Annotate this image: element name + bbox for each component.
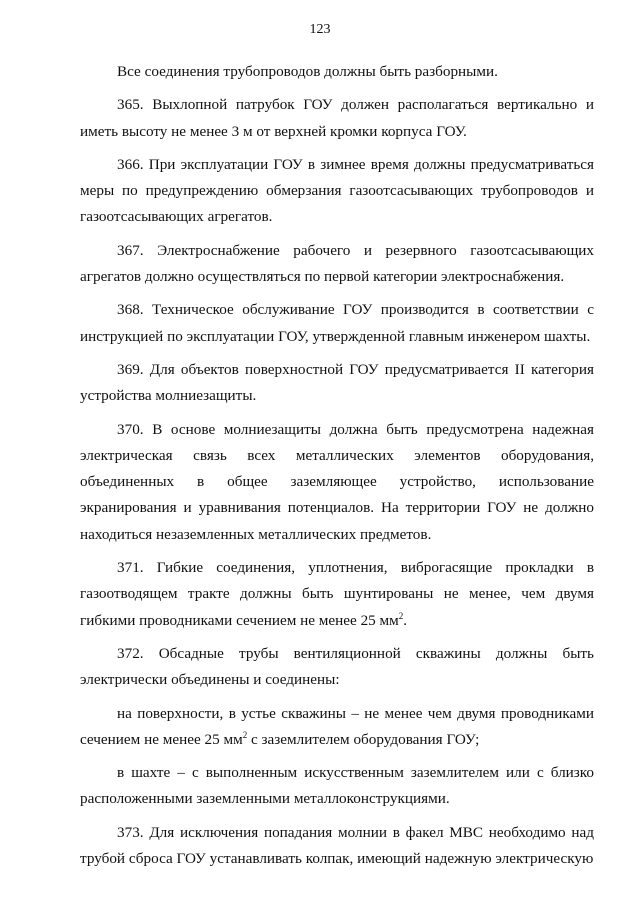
paragraph-367: 367. Электроснабжение рабочего и резервного газоотсасывающих агрегатов должно осуществляться по первой категории электроснабжения. [80,241,594,286]
paragraph-371 [80,555,594,634]
paragraph-371-tail: . [403,611,408,629]
paragraph-370: 370. В основе молниезащиты должна быть предусмотрена надежная электрическая связь всех металлических элементов оборудования, объединенных в общее заземляющее устройство, использование экранирования и уравнивания потенциалов. На территории ГОУ не должно находиться незаземленных металлических предметов. [80,420,594,543]
paragraph-372-surface [80,701,594,754]
paragraph-366: 366. При эксплуатации ГОУ в зимнее время должны предусматриваться меры по предупреждению обмерзания газоотсасывающих трубопроводов и газоотсасывающих агрегатов. [80,155,594,226]
paragraph-372: 372. Обсадные трубы вентиляционной скважины должны быть электрически объединены и соединены: [80,644,594,689]
paragraph-372-surface-text: на поверхности, в устье скважины – не менее чем двумя проводниками сечением не менее 25 мм [80,704,594,748]
paragraph-pipe-connections: Все соединения трубопроводов должны быть разборными. [117,63,498,80]
paragraph-372-mine: в шахте – с выполненным искусственным заземлителем или с близко расположенными заземленными металлоконструкциями. [80,764,594,808]
paragraph-365: 365. Выхлопной патрубок ГОУ должен располагаться вертикально и иметь высоту не менее 3 м от верхней кромки корпуса ГОУ. [80,96,594,140]
document-body [80,59,594,879]
paragraph-373: 373. Для исключения попадания молнии в факел МВС необходимо над трубой сброса ГОУ устанавливать колпак, имеющий надежную электрическую [80,823,594,868]
paragraph-371-text: 371. Гибкие соединения, уплотнения, виброгасящие прокладки в газоотводящем тракте должны быть шунтированы не менее, чем двумя гибкими проводниками сечением не менее 25 мм [80,559,594,629]
superscript: 2 [398,610,404,621]
paragraph-368: 368. Техническое обслуживание ГОУ производится в соответствии с инструкцией по эксплуатации ГОУ, утвержденной главным инженером шахты. [80,301,594,345]
superscript: 2 [242,729,248,740]
page-number: 123 [309,22,331,37]
paragraph-372-surface-tail: с заземлителем оборудования ГОУ; [247,730,480,748]
paragraph-369: 369. Для объектов поверхностной ГОУ предусматривается II категория устройства молниезащиты. [80,360,594,405]
